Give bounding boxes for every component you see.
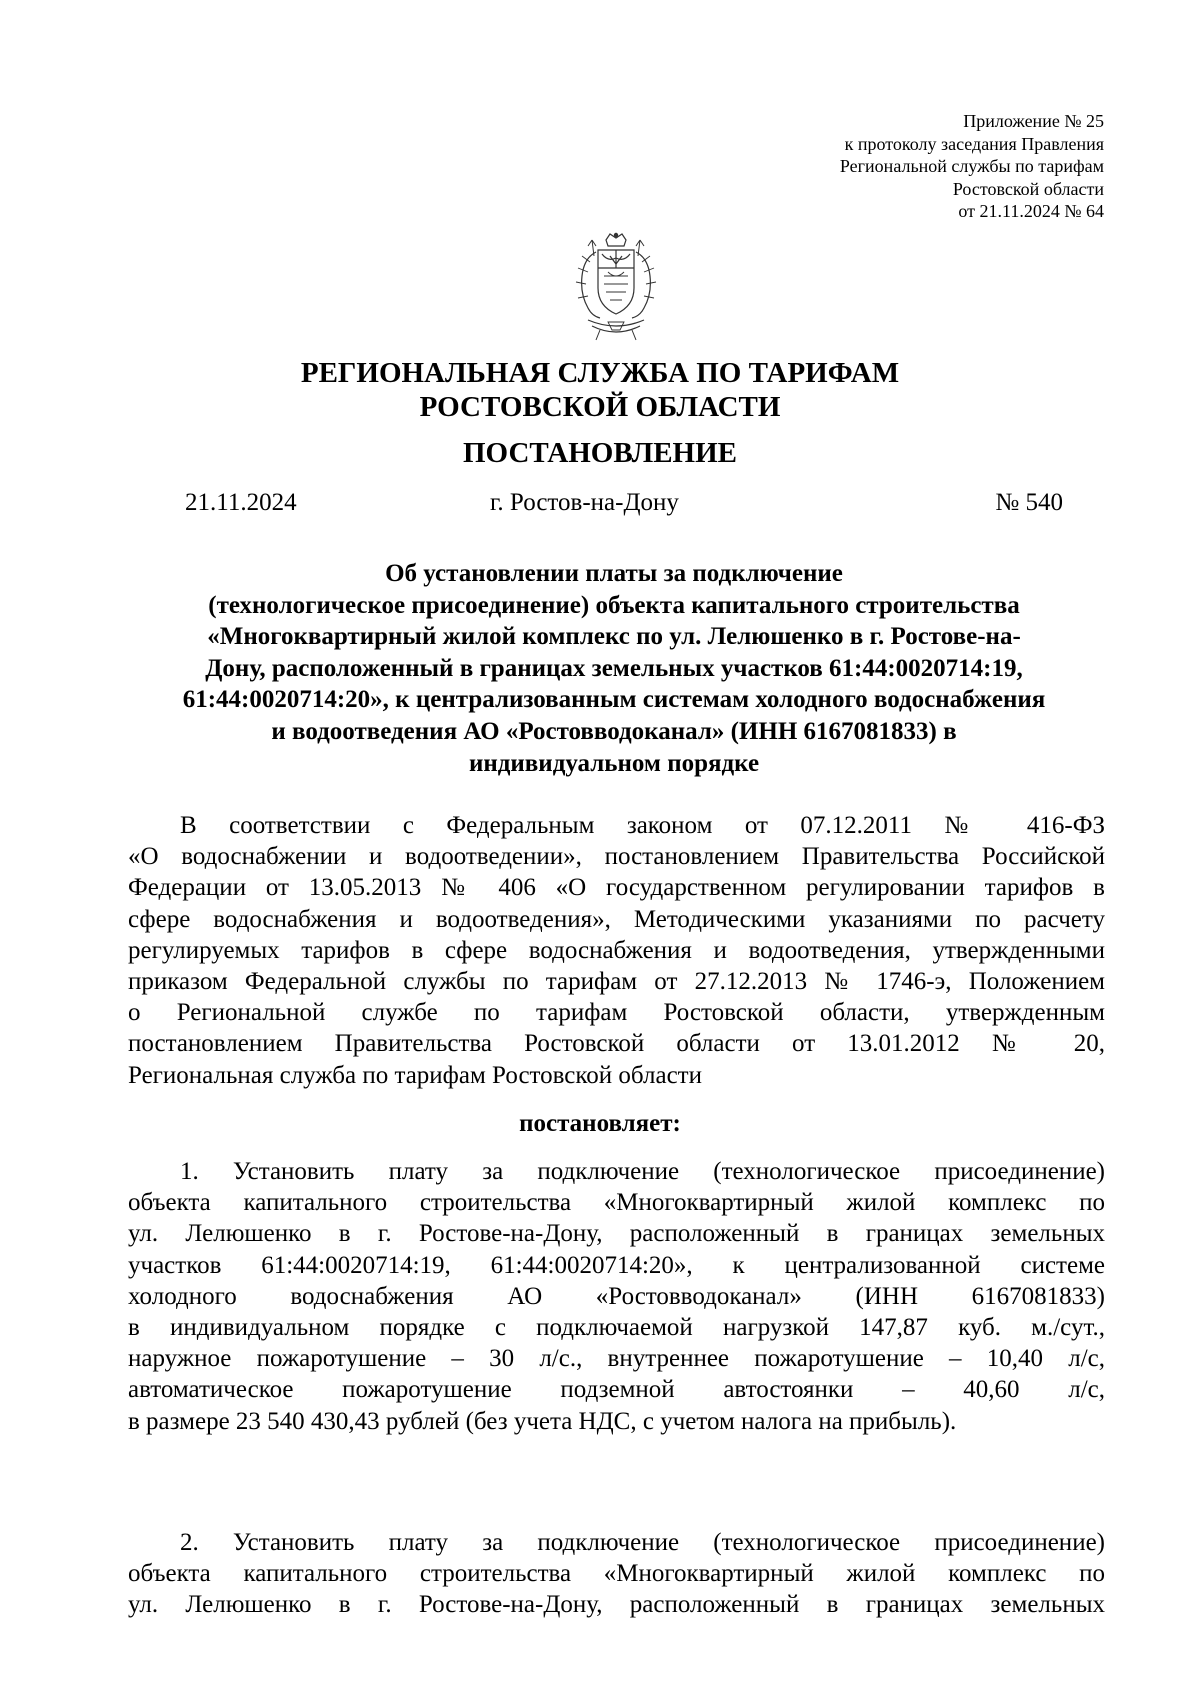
paragraph-line: объекта капитального строительства «Многоквартирный жилой комплекс по bbox=[128, 1560, 1105, 1588]
paragraph-line: о Региональной службе по тарифам Ростовской области, утвержденным bbox=[128, 999, 1105, 1027]
subject-line: индивидуальном порядке bbox=[468, 749, 760, 777]
paragraph-line: в размере 23 540 430,43 рублей (без учета НДС, с учетом налога на прибыль). bbox=[128, 1407, 957, 1435]
paragraph-line: сфере водоснабжения и водоотведения», Методическими указаниями по расчету bbox=[128, 905, 1105, 933]
document-date: 21.11.2024 bbox=[185, 489, 297, 516]
paragraph-line: В соответствии с Федеральным законом от 07.12.2011 № 416-ФЗ bbox=[180, 812, 1105, 839]
paragraph-line: регулируемых тарифов в сфере водоснабжения и водоотведения, утвержденными bbox=[128, 936, 1105, 964]
paragraph-line: ул. Лелюшенко в г. Ростове-на-Дону, расположенный в границах земельных bbox=[128, 1591, 1105, 1619]
coat-of-arms-icon bbox=[570, 232, 662, 344]
paragraph-line: объекта капитального строительства «Многоквартирный жилой комплекс по bbox=[128, 1189, 1105, 1217]
document-city: г. Ростов-на-Дону bbox=[490, 489, 679, 516]
paragraph-line: участков 61:44:0020714:19, 61:44:0020714:20», к централизованной системе bbox=[128, 1251, 1105, 1279]
appendix-note bbox=[840, 110, 1104, 223]
paragraph-line: холодного водоснабжения АО «Ростовводоканал» (ИНН 6167081833) bbox=[128, 1282, 1105, 1310]
paragraph-line: 2. Установить плату за подключение (технологическое присоединение) bbox=[180, 1529, 1105, 1556]
decree-word: постановляет: bbox=[519, 1110, 681, 1137]
appendix-line: Ростовской области bbox=[952, 178, 1104, 199]
subject-line: и водоотведения АО «Ростовводоканал» (ИНН 6167081833) в bbox=[271, 717, 957, 745]
appendix-line: Региональной службы по тарифам bbox=[839, 156, 1104, 176]
organization-title bbox=[0, 356, 1200, 424]
paragraph-line: Региональная служба по тарифам Ростовской области bbox=[128, 1061, 702, 1089]
document-type: ПОСТАНОВЛЕНИЕ bbox=[462, 437, 737, 469]
document-meta bbox=[185, 487, 1063, 519]
paragraph-line: Федерации от 13.05.2013 № 406 «О государственном регулировании тарифов в bbox=[128, 874, 1105, 902]
subject-line: Об установлении платы за подключение bbox=[385, 560, 843, 587]
paragraph-line: приказом Федеральной службы по тарифам от 27.12.2013 № 1746-э, Положением bbox=[128, 967, 1105, 995]
paragraph-line: постановлением Правительства Ростовской области от 13.01.2012 № 20, bbox=[128, 1030, 1105, 1058]
paragraph-line: в индивидуальном порядке с подключаемой нагрузкой 147,87 куб. м./сут., bbox=[128, 1313, 1105, 1341]
subject-line: «Многоквартирный жилой комплекс по ул. Лелюшенко в г. Ростове-на- bbox=[207, 623, 1021, 651]
decree-item-2 bbox=[128, 1527, 1105, 1621]
paragraph-line: автоматическое пожаротушение подземной автостоянки – 40,60 л/с, bbox=[128, 1376, 1105, 1404]
paragraph-line: «О водоснабжении и водоотведении», постановлением Правительства Российской bbox=[128, 843, 1105, 871]
subject-line: (технологическое присоединение) объекта капитального строительства bbox=[208, 591, 1020, 619]
document-subject bbox=[128, 558, 1100, 779]
appendix-line: от 21.11.2024 № 64 bbox=[958, 201, 1104, 221]
appendix-line: Приложение № 25 bbox=[963, 111, 1104, 131]
appendix-line: к протоколу заседания Правления bbox=[844, 133, 1104, 154]
preamble-paragraph bbox=[128, 810, 1105, 1091]
document-number: № 540 bbox=[995, 489, 1063, 516]
paragraph-line: ул. Лелюшенко в г. Ростове-на-Дону, расположенный в границах земельных bbox=[128, 1220, 1105, 1248]
paragraph-line: наружное пожаротушение – 30 л/с., внутреннее пожаротушение – 10,40 л/с, bbox=[128, 1345, 1105, 1373]
organization-title-line: РЕГИОНАЛЬНАЯ СЛУЖБА ПО ТАРИФАМ bbox=[300, 357, 900, 389]
subject-line: Дону, расположенный в границах земельных участков 61:44:0020714:19, bbox=[205, 654, 1023, 682]
paragraph-line: 1. Установить плату за подключение (технологическое присоединение) bbox=[180, 1158, 1105, 1185]
subject-line: 61:44:0020714:20», к централизованным системам холодного водоснабжения bbox=[182, 686, 1046, 714]
decree-item-1 bbox=[128, 1156, 1105, 1437]
organization-title-line: РОСТОВСКОЙ ОБЛАСТИ bbox=[419, 391, 781, 423]
